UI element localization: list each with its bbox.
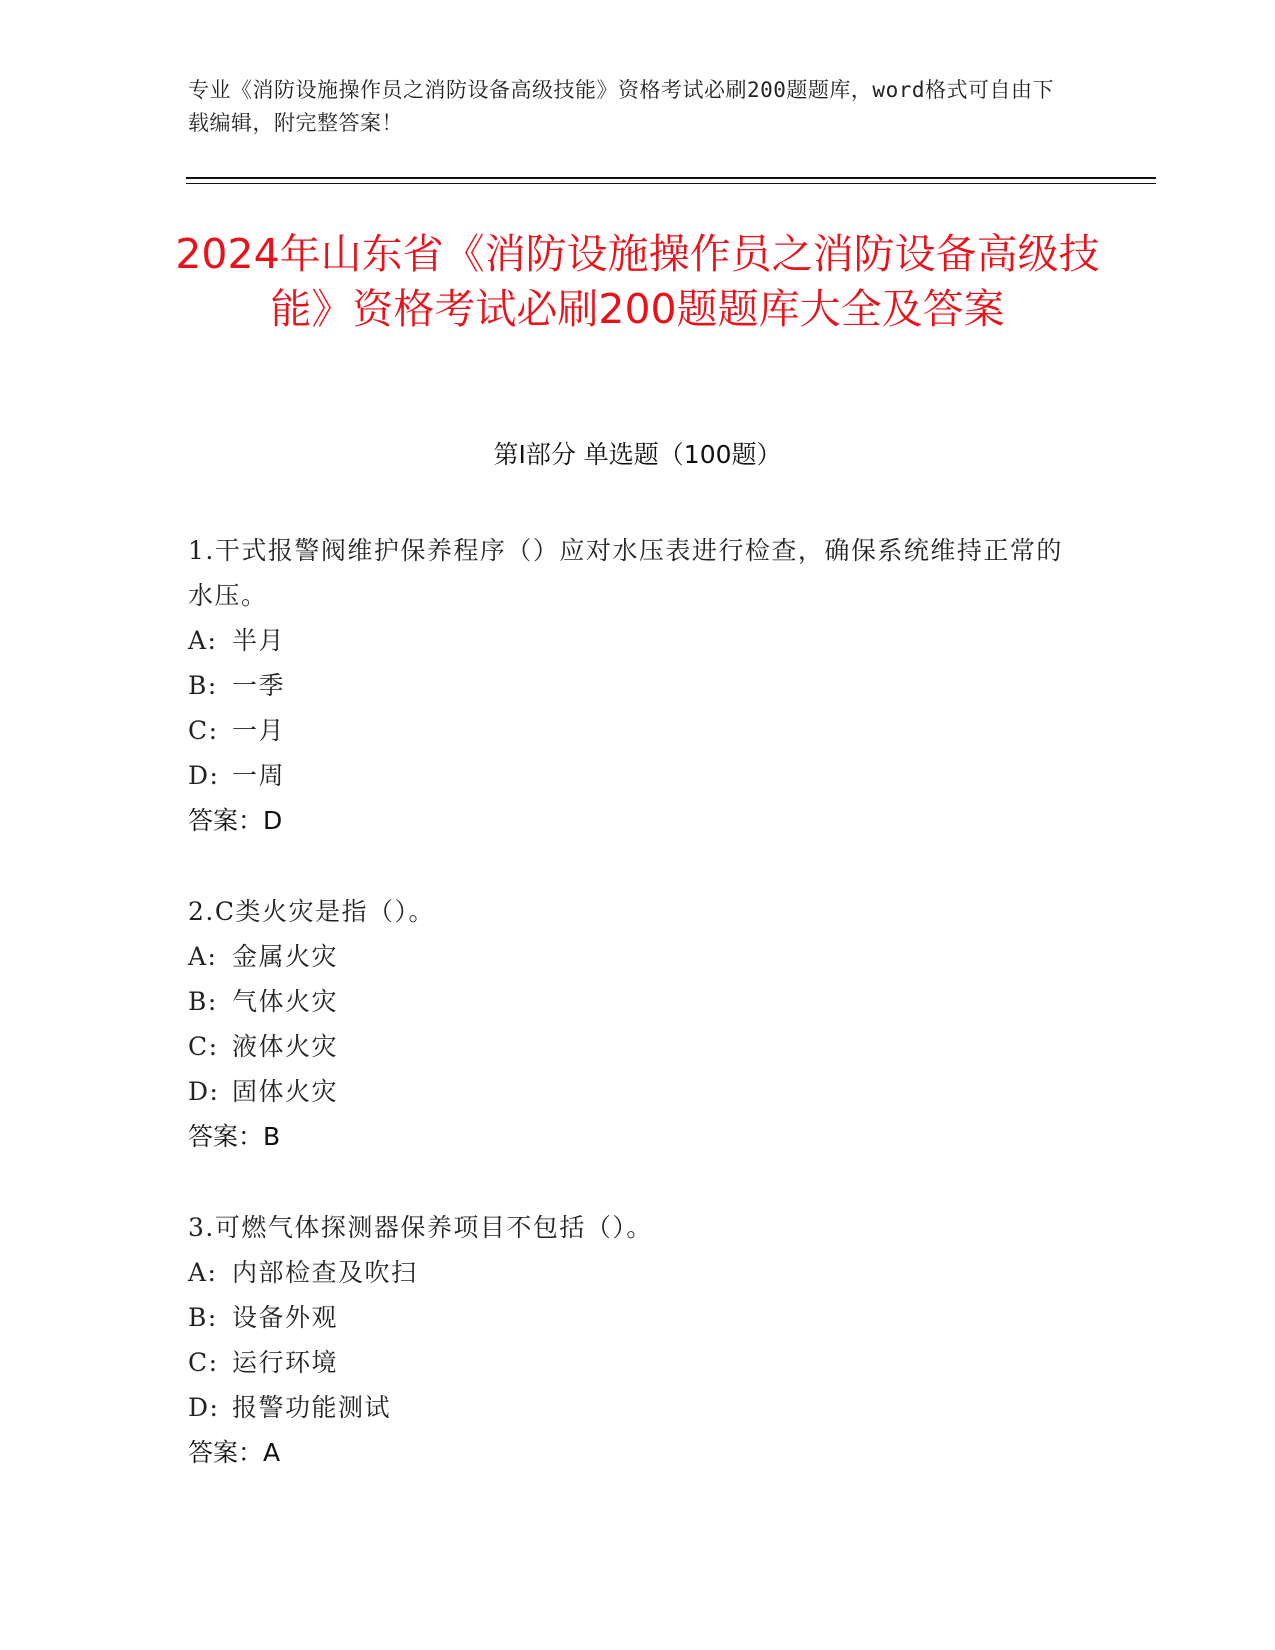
option-c [188,1340,1068,1385]
question-stem: 3.可燃气体探测器保养项目不包括（）。 [188,1213,653,1242]
answer-line: 答案：A [188,1438,281,1467]
option-text: 一月 [232,716,286,745]
option-text: 一周 [232,761,286,790]
option-letter: B: [188,1303,218,1332]
option-d [188,1069,1068,1114]
option-text: 金属火灾 [232,942,339,971]
option-letter: D: [188,761,220,790]
option-letter: C: [188,716,219,745]
option-text: 报警功能测试 [232,1393,392,1422]
option-a [188,934,1068,979]
section-heading: 第I部分 单选题（100题） [493,440,782,469]
option-letter: A: [188,626,218,655]
option-letter: C: [188,1032,219,1061]
option-text: 气体火灾 [232,987,339,1016]
question-2 [188,889,1068,1159]
option-text: 半月 [232,626,286,655]
option-letter: D: [188,1077,220,1106]
option-d [188,753,1068,798]
option-c [188,1024,1068,1069]
option-letter: A: [188,1258,218,1287]
option-b [188,979,1068,1024]
option-text: 一季 [232,671,286,700]
option-letter: D: [188,1393,220,1422]
option-b [188,1295,1068,1340]
question-list [188,528,1068,1521]
option-d [188,1385,1068,1430]
option-text: 固体火灾 [232,1077,339,1106]
option-text: 设备外观 [232,1303,339,1332]
option-text: 液体火灾 [232,1032,339,1061]
option-b [188,663,1068,708]
document-title: 2024年山东省《消防设施操作员之消防设备高级技能》资格考试必刷200题题库大全及答案 [175,230,1100,333]
answer-line: 答案：B [188,1122,281,1151]
header-note: 专业《消防设施操作员之消防设备高级技能》资格考试必刷200题题库，word格式可自由下载编辑，附完整答案！ [188,78,1054,135]
option-text: 内部检查及吹扫 [232,1258,418,1287]
option-text: 运行环境 [232,1348,339,1377]
header-divider-thin [186,183,1156,184]
option-letter: A: [188,942,218,971]
question-stem: 1.干式报警阀维护保养程序（）应对水压表进行检查，确保系统维持正常的水压。 [188,536,1063,610]
header-divider-thick [186,177,1156,179]
question-1 [188,528,1068,843]
option-letter: B: [188,987,218,1016]
answer-line: 答案：D [188,806,283,835]
question-3 [188,1205,1068,1475]
option-letter: B: [188,671,218,700]
option-letter: C: [188,1348,219,1377]
question-stem: 2.C类火灾是指（）。 [188,897,435,926]
option-a [188,618,1068,663]
option-a [188,1250,1068,1295]
option-c [188,708,1068,753]
